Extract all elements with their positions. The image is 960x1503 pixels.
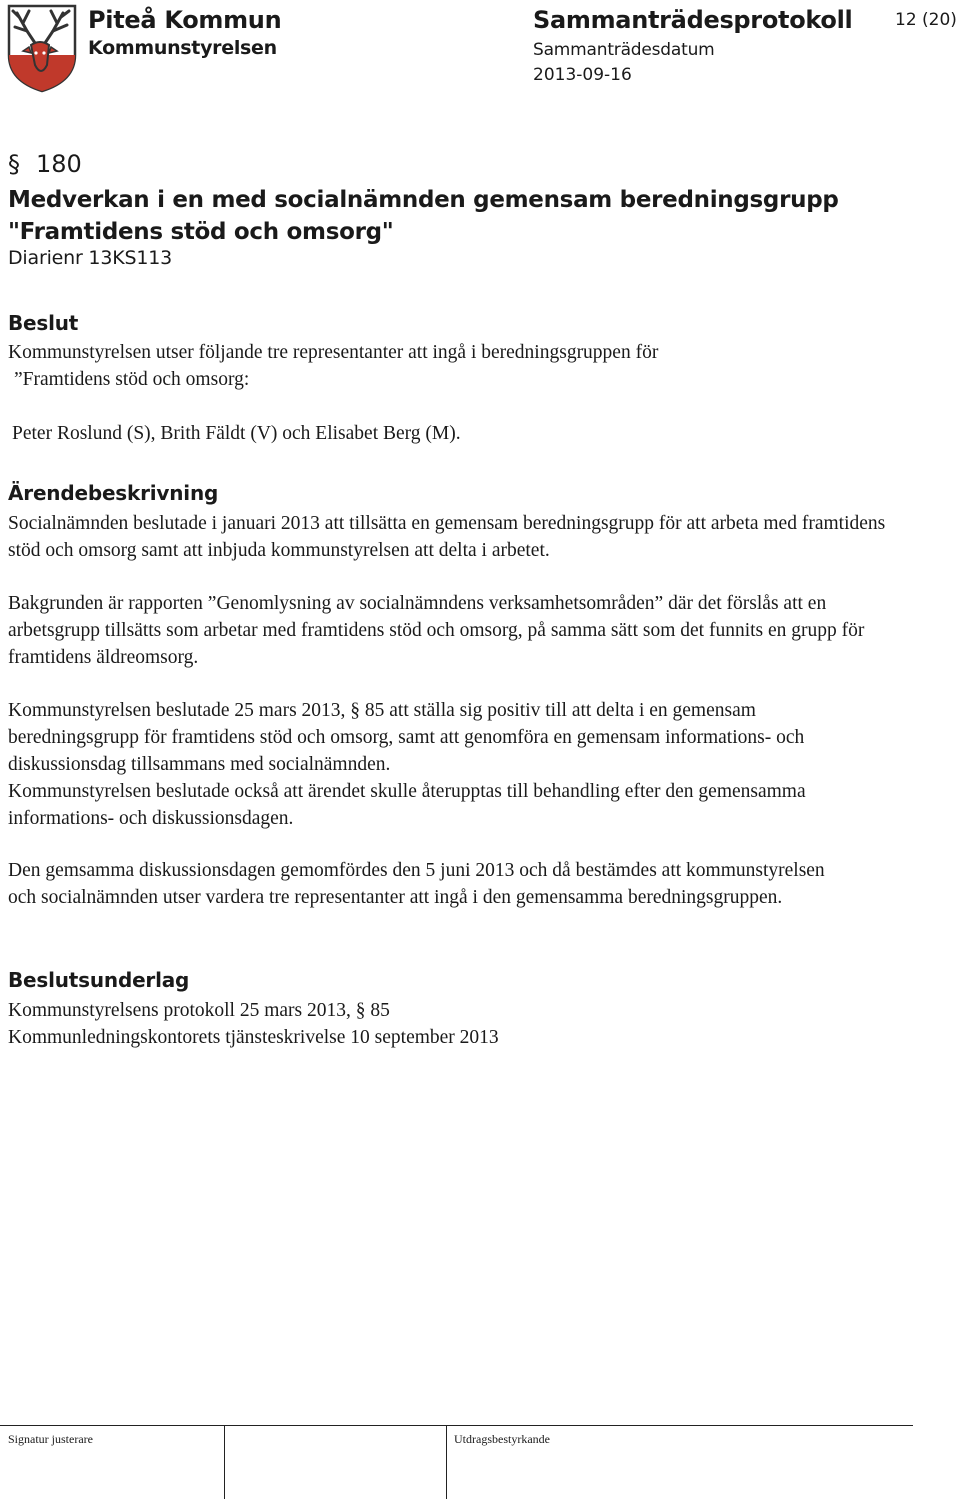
paragraph-symbol: §	[8, 150, 20, 178]
extract-certification-label: Utdragsbestyrkande	[454, 1432, 550, 1446]
meeting-date-label: Sammanträdesdatum	[533, 40, 715, 60]
signature-label: Signatur justerare	[8, 1432, 93, 1446]
coat-of-arms-reindeer-icon	[5, 3, 79, 93]
decision-basis-item: Kommunledningskontorets tjänsteskrivelse 10 september 2013	[8, 1027, 499, 1048]
case-number: Diarienr 13KS113	[8, 247, 172, 269]
footer-divider	[0, 1425, 913, 1426]
organization-department: Kommunstyrelsen	[88, 37, 277, 59]
case-description-p3	[8, 697, 808, 832]
item-title-line2: "Framtidens stöd och omsorg"	[8, 219, 394, 245]
item-title-line1: Medverkan i en med socialnämnden gemensam beredningsgrupp	[8, 187, 839, 213]
decision-line2: ”Framtidens stöd och omsorg:	[14, 369, 250, 390]
representatives: Peter Roslund (S), Brith Fäldt (V) och Elisabet Berg (M).	[12, 423, 461, 444]
decision-heading: Beslut	[8, 311, 79, 335]
case-description-p2: Bakgrunden är rapporten ”Genomlysning av socialnämndens verksamhetsområden” där det förslås att en arbetsgrupp tillsätts som arbetar med framtidens stöd och omsorg, på samma sätt som det funnits en grupp för framtidens äldreomsorg.	[8, 593, 865, 668]
decision-basis-list	[8, 997, 908, 1051]
meeting-date-value: 2013-09-16	[533, 65, 632, 85]
case-description-heading: Ärendebeskrivning	[8, 481, 219, 505]
footer-column-divider	[224, 1425, 225, 1499]
organization-name: Piteå Kommun	[88, 6, 282, 34]
case-description-p3a: Kommunstyrelsen beslutade 25 mars 2013, § 85 att ställa sig positiv till att delta i en gemensam beredningsgrupp för framtidens stöd och omsorg, samt att genomföra en gemensam informations- och diskussionsdag tillsammans med socialnämnden.	[8, 700, 805, 775]
footer-column-divider	[446, 1425, 447, 1499]
document-title: Sammanträdesprotokoll	[533, 6, 853, 34]
decision-text	[8, 339, 908, 393]
case-description-p1: Socialnämnden beslutade i januari 2013 att tillsätta en gemensam beredningsgrupp för att arbeta med framtidens stöd och omsorg samt att inbjuda kommunstyrelsen att delta i arbetet.	[8, 513, 886, 561]
item-title	[8, 184, 839, 248]
case-description-p3b: Kommunstyrelsen beslutade också att ärendet skulle återupptas till behandling efter den gemensamma informations- och diskussionsdagen.	[8, 781, 806, 829]
item-number	[8, 150, 82, 178]
decision-basis-item: Kommunstyrelsens protokoll 25 mars 2013, § 85	[8, 1000, 390, 1021]
item-number-value: 180	[36, 150, 82, 178]
decision-basis-heading: Beslutsunderlag	[8, 968, 190, 992]
page-number: 12 (20)	[895, 10, 957, 30]
case-description-p4: Den gemsamma diskussionsdagen gemomfördes den 5 juni 2013 och då bestämdes att kommunstyrelsen och socialnämnden utser vardera tre representanter att ingå i den gemensamma beredningsgruppen.	[8, 860, 825, 908]
decision-line1: Kommunstyrelsen utser följande tre representanter att ingå i beredningsgruppen för	[8, 342, 659, 363]
